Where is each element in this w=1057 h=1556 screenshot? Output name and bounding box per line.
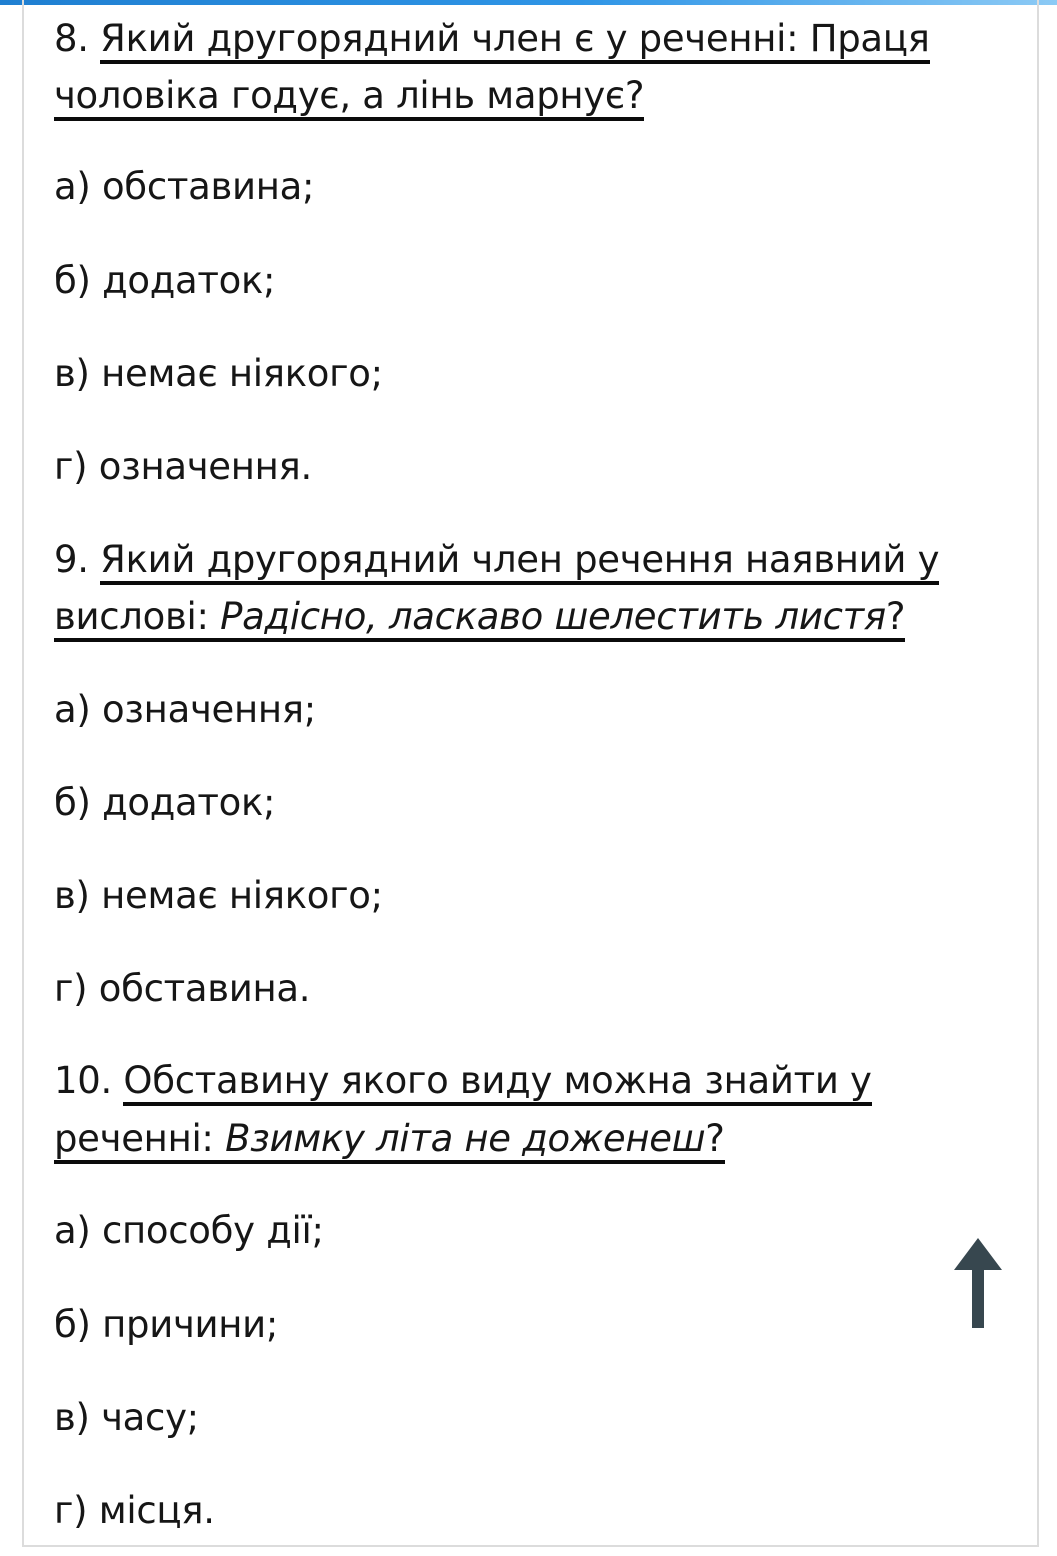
question-10-option-a: а) способу дії;	[54, 1209, 324, 1252]
question-9-option-d: г) обставина.	[54, 967, 311, 1010]
question-9-text: Який другорядний член речення наявний у	[100, 538, 939, 585]
question-9-text-cont: вислові:	[54, 595, 221, 638]
question-9-line-1	[54, 537, 939, 583]
question-9-option-a: а) означення;	[54, 688, 316, 731]
question-8-option-c: в) немає ніякого;	[54, 352, 383, 395]
question-8-option-b: б) додаток;	[54, 259, 276, 302]
question-10-line-1	[54, 1058, 872, 1104]
question-8-option-d: г) означення.	[54, 445, 312, 488]
question-8-option-a: а) обставина;	[54, 165, 315, 208]
question-10-text: Обставину якого виду можна знайти у	[123, 1059, 871, 1106]
question-10-quote: Взимку літа не доженеш	[225, 1117, 706, 1160]
question-10-line-2: реченні: Взимку літа не доженеш?	[54, 1116, 725, 1162]
question-9-option-b: б) додаток;	[54, 781, 276, 824]
question-9-line-2: вислові: Радісно, ласкаво шелестить листя?	[54, 594, 905, 640]
question-8-text: Який другорядний член є у реченні: Праця	[100, 17, 929, 64]
question-8-line-1	[54, 16, 930, 62]
question-10-text-cont: реченні:	[54, 1117, 226, 1160]
scroll-to-top-button[interactable]	[950, 1234, 1006, 1334]
question-9-number: 9.	[54, 538, 89, 581]
question-10-option-d: г) місця.	[54, 1489, 215, 1532]
question-10-number: 10.	[54, 1059, 112, 1102]
question-10-option-c: в) часу;	[54, 1396, 199, 1439]
question-10-option-b: б) причини;	[54, 1303, 279, 1346]
question-9-option-c: в) немає ніякого;	[54, 874, 383, 917]
question-8-text-cont: чоловіка годує, а лінь марнує?	[54, 74, 645, 117]
question-8-line-2	[54, 73, 644, 119]
question-8-number: 8.	[54, 17, 89, 60]
arrow-up-icon	[950, 1234, 1006, 1334]
question-9-quote: Радісно, ласкаво шелестить листя	[220, 595, 886, 638]
